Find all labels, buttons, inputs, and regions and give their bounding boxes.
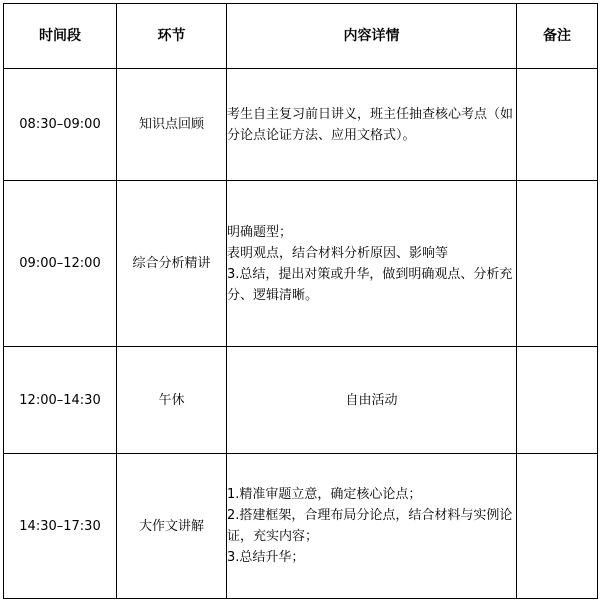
header-note: 备注	[517, 4, 598, 69]
table-row	[4, 347, 598, 454]
stage-cell: 午休	[117, 347, 227, 454]
stage-cell: 综合分析精讲	[117, 181, 227, 347]
table-row	[4, 181, 598, 347]
detail-cell	[227, 181, 517, 347]
detail-line: 表明观点，结合材料分析原因、影响等	[227, 245, 449, 261]
stage-cell: 知识点回顾	[117, 69, 227, 181]
detail-cell: 考生自主复习前日讲义，班主任抽查核心考点（如分论点论证方法、应用文格式）。	[227, 69, 517, 181]
detail-line: 明确题型；	[227, 224, 293, 240]
detail-line: 3.总结，提出对策或升华，做到明确观点、分析充分、逻辑清晰。	[227, 266, 513, 303]
table-row	[4, 69, 598, 181]
detail-line: 3.总结升华；	[227, 550, 305, 565]
stage-cell: 大作文讲解	[117, 454, 227, 599]
note-cell	[517, 347, 598, 454]
table-row	[4, 454, 598, 599]
detail-line: 1.精准审题立意，确定核心论点；	[227, 487, 422, 502]
schedule-table	[3, 3, 598, 599]
time-cell: 14:30–17:30	[4, 454, 117, 599]
header-detail: 内容详情	[227, 4, 517, 69]
header-stage: 环节	[117, 4, 227, 69]
time-cell: 09:00–12:00	[4, 181, 117, 347]
note-cell	[517, 69, 598, 181]
header-time: 时间段	[4, 4, 117, 69]
note-cell	[517, 181, 598, 347]
detail-line: 2.搭建框架，合理布局分论点，结合材料与实例论证，充实内容；	[227, 508, 513, 544]
header-row	[4, 4, 598, 69]
note-cell	[517, 454, 598, 599]
detail-cell	[227, 454, 517, 599]
time-cell: 12:00–14:30	[4, 347, 117, 454]
detail-cell: 自由活动	[227, 347, 517, 454]
time-cell: 08:30–09:00	[4, 69, 117, 181]
